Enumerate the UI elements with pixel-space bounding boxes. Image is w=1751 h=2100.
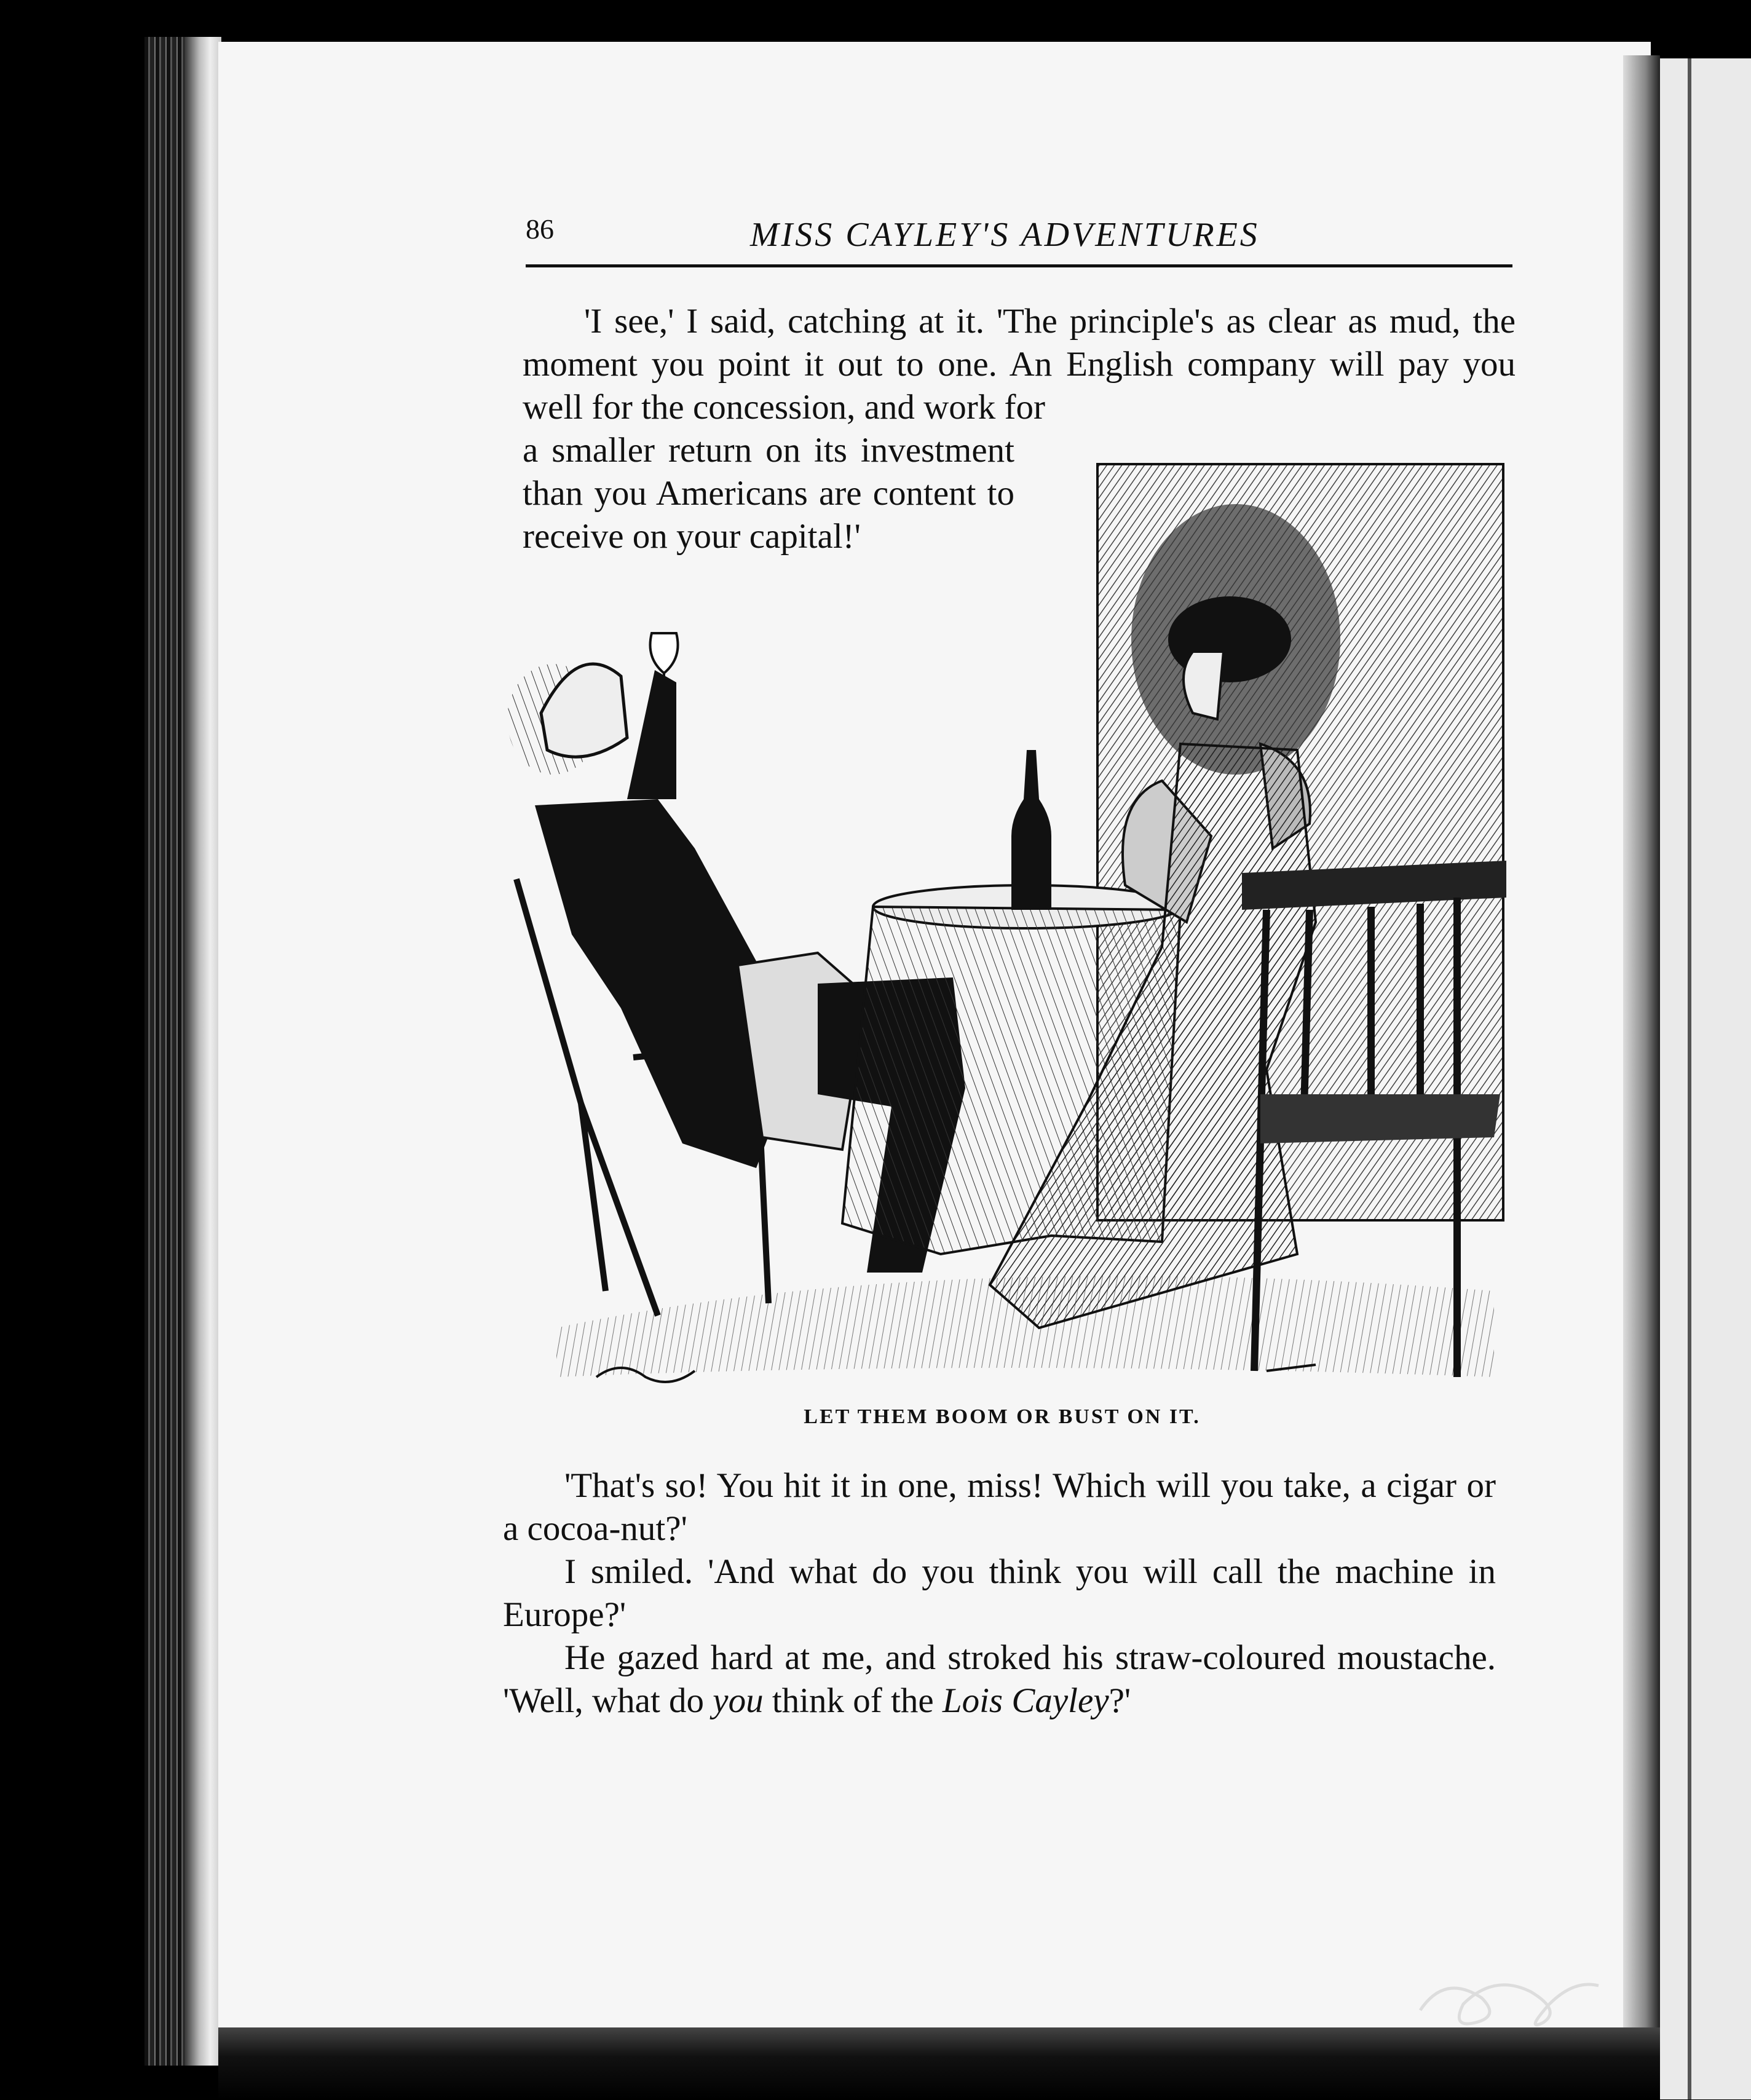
engraving-couple-at-dinner-table-icon [498, 455, 1512, 1395]
page-stack-left [184, 37, 221, 2066]
paragraph-top: 'I see,' I said, catching at it. 'The principle's as clear as mud, the moment you point it out to one. An English company will pay you well for the concession, and work for [523, 302, 1516, 427]
closing-text-start: He gazed hard at me, and stroked his straw-coloured moustache. 'Well, what do [503, 1638, 1496, 1720]
running-title: MISS CAYLEY'S ADVENTURES [750, 216, 1260, 254]
emphasis-lois-cayley: Lois Cayley [942, 1681, 1109, 1720]
paragraph-question: I smiled. 'And what do you think you will call the machine in Europe?' [503, 1552, 1496, 1634]
figure-caption: LET THEM BOOM OR BUST ON IT. [804, 1405, 1201, 1428]
page-number: 86 [526, 213, 554, 245]
handwritten-mark-icon [1408, 1961, 1611, 2035]
next-page-strip [1660, 58, 1751, 2099]
paragraph-reply: 'That's so! You hit it in one, miss! Which will you take, a cigar or a cocoa-nut?' [503, 1466, 1496, 1548]
paragraph-top-wrap: a smaller return on its investment than you Americans are content to receive on your capital!' [523, 431, 1014, 556]
page-bottom-shadow [218, 2027, 1660, 2100]
page-gutter-shadow [1623, 55, 1660, 2059]
emphasis-you: you [713, 1681, 764, 1720]
paragraph-closing [503, 1636, 1496, 1723]
running-head [526, 209, 1512, 267]
closing-text-mid: think of the [763, 1681, 943, 1720]
closing-text-end: ?' [1109, 1681, 1131, 1720]
next-page-gutter [1688, 58, 1691, 2099]
